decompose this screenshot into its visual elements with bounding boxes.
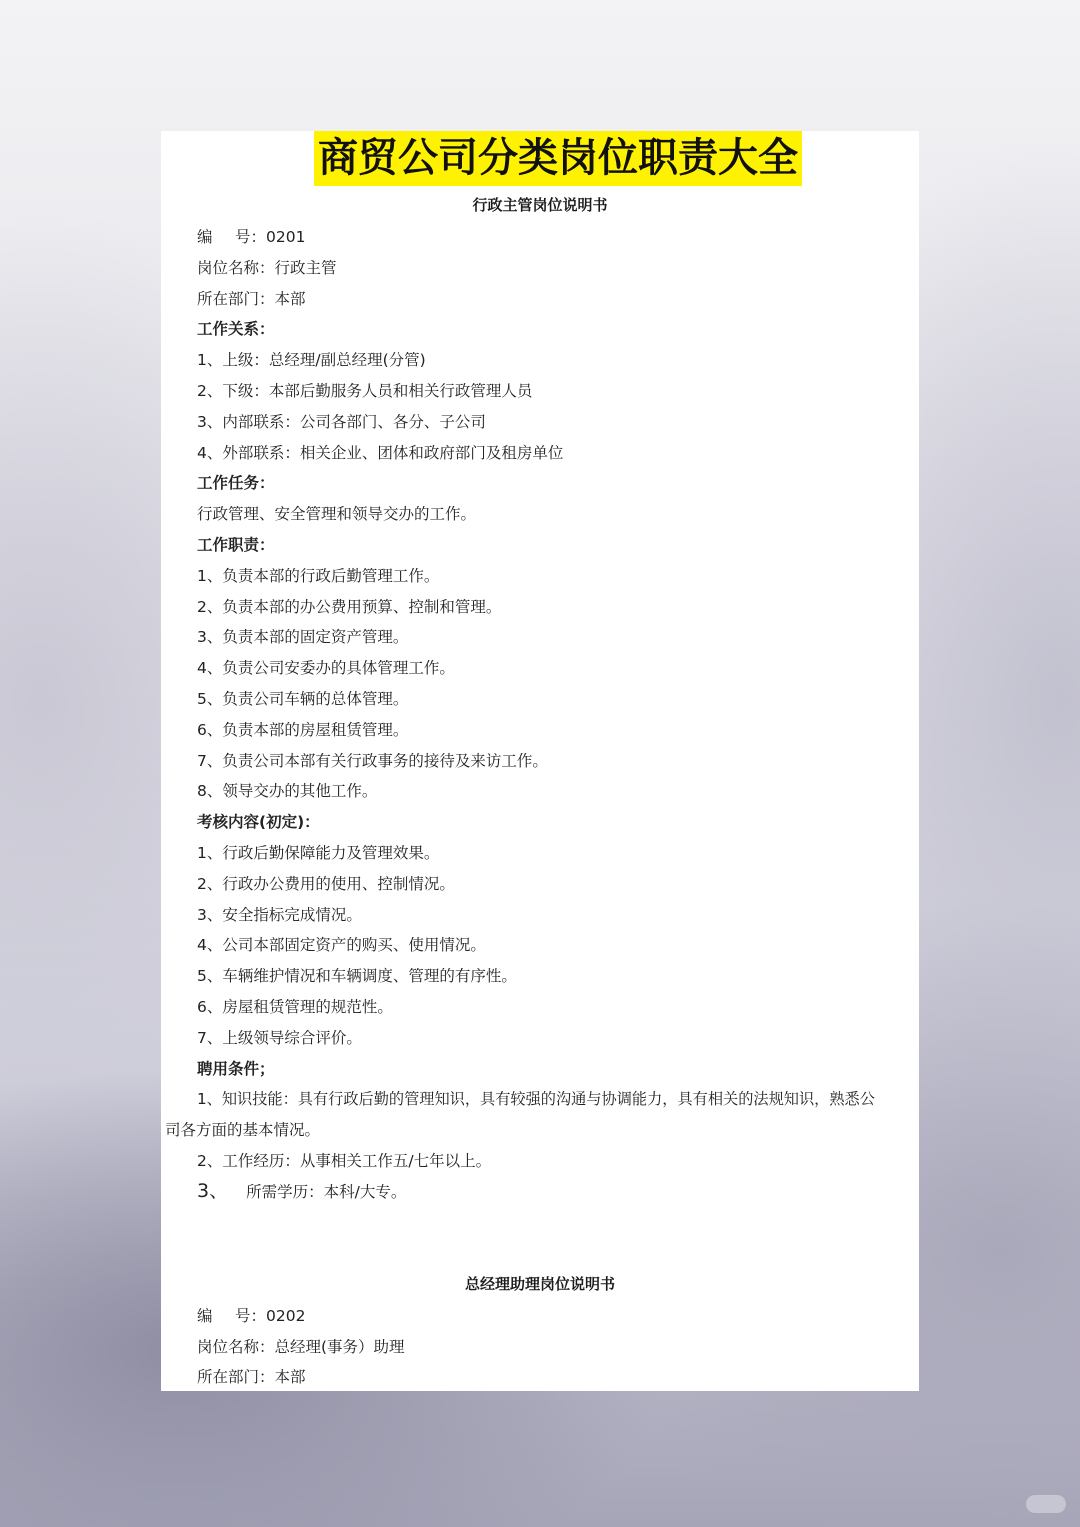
list-item: 6、房屋租赁管理的规范性。 [197, 998, 393, 1016]
job-title: 岗位名称：行政主管 [197, 259, 337, 277]
list-item: 2、负责本部的办公费用预算、控制和管理。 [197, 598, 502, 616]
assess-heading: 考核内容(初定)： [197, 813, 320, 831]
list-item: 6、负责本部的房屋租赁管理。 [197, 721, 409, 739]
job-code [197, 1306, 305, 1326]
list-item: 4、负责公司安委办的具体管理工作。 [197, 659, 455, 677]
list-item: 4、外部联系：相关企业、团体和政府部门及租房单位 [197, 444, 564, 462]
list-item: 3、内部联系：公司各部门、各分、子公司 [197, 413, 486, 431]
list-item: 3、负责本部的固定资产管理。 [197, 628, 409, 646]
duty-heading: 工作职责： [197, 536, 275, 554]
watermark-badge [1026, 1495, 1066, 1513]
list-item: 1、上级：总经理/副总经理(分管) [197, 351, 426, 369]
job-department: 所在部门：本部 [197, 1368, 306, 1386]
task-text: 行政管理、安全管理和领导交办的工作。 [197, 505, 477, 523]
hire-item-3-number: 3、 [197, 1180, 229, 1202]
list-item: 8、领导交办的其他工作。 [197, 782, 378, 800]
list-item: 7、负责公司本部有关行政事务的接待及来访工作。 [197, 752, 548, 770]
hire-item-1-line-1: 1、知识技能：具有行政后勤的管理知识，具有较强的沟通与协调能力，具有相关的法规知识，熟悉公 [197, 1090, 875, 1108]
list-item: 2、行政办公费用的使用、控制情况。 [197, 875, 455, 893]
list-item: 5、负责公司车辆的总体管理。 [197, 690, 409, 708]
hire-item-3 [197, 1181, 406, 1202]
relations-heading: 工作关系： [197, 320, 275, 338]
list-item: 5、车辆维护情况和车辆调度、管理的有序性。 [197, 967, 517, 985]
page-title: 商贸公司分类岗位职责大全 [314, 131, 802, 186]
job-title: 岗位名称：总经理(事务）助理 [197, 1338, 405, 1356]
section-heading-gm-assistant: 总经理助理岗位说明书 [464, 1275, 615, 1293]
job-department: 所在部门：本部 [197, 290, 306, 308]
list-item: 3、安全指标完成情况。 [197, 906, 362, 924]
list-item: 7、上级领导综合评价。 [197, 1029, 362, 1047]
document-page [161, 131, 919, 1391]
list-item: 2、工作经历：从事相关工作五/七年以上。 [197, 1152, 492, 1170]
list-item: 4、公司本部固定资产的购买、使用情况。 [197, 936, 486, 954]
hire-item-3-text: 所需学历：本科/大专。 [246, 1183, 407, 1201]
list-item: 1、负责本部的行政后勤管理工作。 [197, 567, 440, 585]
job-code-label: 编 [197, 228, 213, 246]
list-item: 1、行政后勤保障能力及管理效果。 [197, 844, 440, 862]
section-heading-admin-supervisor: 行政主管岗位说明书 [472, 196, 608, 214]
job-code-label: 编 [197, 1307, 213, 1325]
list-item: 2、下级：本部后勤服务人员和相关行政管理人员 [197, 382, 533, 400]
job-code-value: 号：0202 [235, 1307, 306, 1325]
hire-item-1-line-2: 司各方面的基本情况。 [165, 1121, 321, 1139]
job-code [197, 227, 305, 247]
job-code-value: 号：0201 [235, 228, 306, 246]
task-heading: 工作任务： [197, 474, 275, 492]
hire-heading: 聘用条件； [197, 1060, 275, 1078]
